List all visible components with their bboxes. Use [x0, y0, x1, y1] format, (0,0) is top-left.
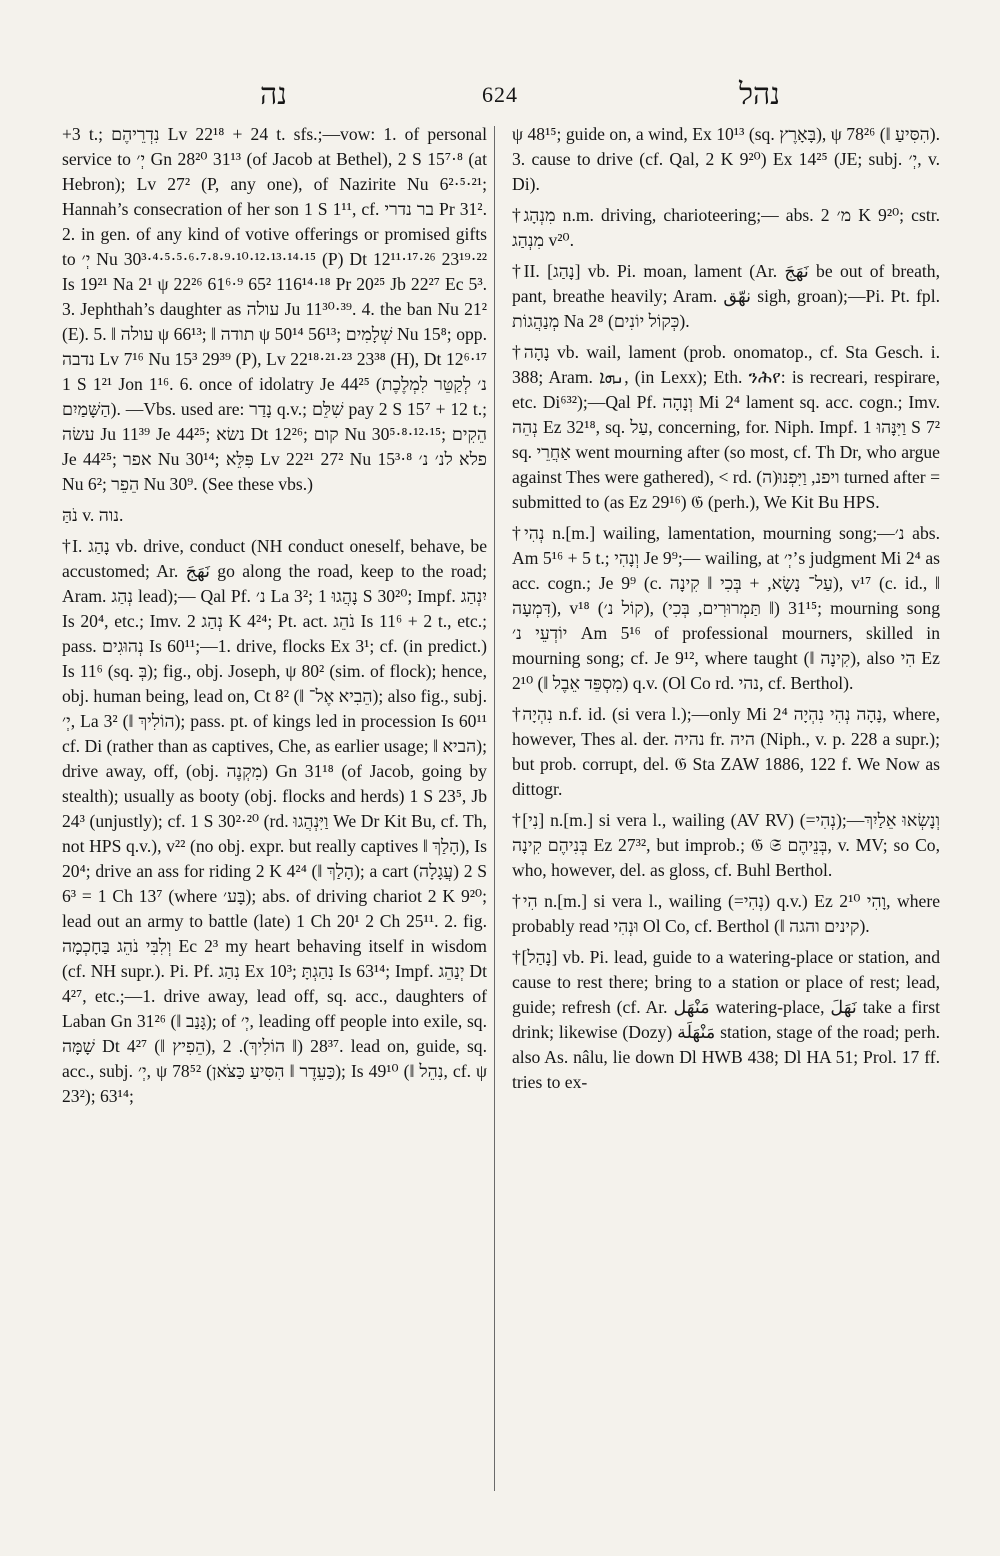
- entry-hi: †הִי n.[m.] si vera l., wailing (=נְהִי) q.v.) Ez 2¹⁰ וָהִי, where probably read וּנְהִי Ol Co, cf. Berthol (‖ קינים והגה).: [512, 891, 941, 936]
- entry-ni: †[נִי] n.[m.] si vera l., wailing (AV RV) (=נְהִי);—וְנָשְׂאוּ אֵלַיִךְ בְּנִיהֶם קִינָה Ez 27³², but improb.; 𝔊 𝔖 בְּנֵיהֶם, v. MV; so Co, who, however, del. as gloss, cf. Buhl Berthol.: [512, 810, 940, 880]
- entry-nihyah: †נִהְיָה n.f. id. (si vera l.);—only Mi 2⁴ נָהָה נְהִי נִהְיָה, where, however, Thes al. der. נהיה fr. היה (Niph., v. p. 228 a supr.); but prob. corrupt, del. 𝔊 Sta ZAW 1886, 122 f. We Now as dittogr.: [512, 704, 940, 799]
- entry-nehi: †נְהִי n.[m.] wailing, lamentation, mourning song;—נ׳ abs. Am 5¹⁶ + 5 t.; וְנָהִי Je 9⁹;— wailing, at יְ׳’s judgment Mi 2⁴ as acc. cogn.; Je 9⁹ (c. עַל־ נָשָׂא, + בְּכִי ‖ קִינָה), v¹⁷ (c. id., ‖ דִּמְעָה), v¹⁸ (קוֹל נ׳), 31¹⁵ (‖ תַּמְרוּרִים, בְּכִי); mourning song יוֹדְעֵי נ׳ Am 5¹⁶ of professional mourners, skilled in mourning song; cf. Je 9¹², where taught (‖ קִינָה), also הִי Ez 2¹⁰ (‖ מִסְפֵּד אֵבֶל) q.v. (Ol Co rd. נהי, cf. Berthol).: [512, 523, 941, 693]
- entry-neder-continued: +3 t.; נִדְרֵיהֶם Lv 22¹⁸ + 24 t. sfs.;—vow: 1. of personal service to יְ׳ Gn 28²⁰ 31¹³ (of Jacob at Bethel), 2 S 15⁷·⁸ (at Hebron); Lv 27² (P, any one), of Nazirite Nu 6²·⁵·²¹; Hannah’s consecration of her son 1 S 1¹¹, cf. בר נדרי Pr 31². 2. in gen. of any kind of votive offerings or promised gifts to יְ׳ Nu 30³·⁴·⁵·⁵·⁶·⁷·⁸·⁹·¹⁰·¹²·¹³·¹⁴·¹⁵ (P) Dt 12¹¹·¹⁷·²⁶ 23¹⁹·²² Is 19²¹ Na 2¹ ψ 22²⁶ 61⁶·⁹ 65² 116¹⁴·¹⁸ Pr 20²⁵ Jb 22²⁷ Ec 5³. 3. Jephthah’s daughter as עולה Ju 11³⁰·³⁹. 4. the ban Nu 21² (E). 5. ‖ עולה ψ 66¹³; ‖ תודה ψ 50¹⁴ 56¹³; שְׁלָמִים Nu 15⁸; opp. נדבה Lv 7¹⁶ Nu 15³ 29³⁹ (P), Lv 22¹⁸·²¹·²³ 23³⁸ (H), Dt 12⁶·¹⁷ 1 S 1²¹ Jon 1¹⁶. 6. once of idolatry Je 44²⁵ (נ׳ לְקַטֵּר לִמְלֶכֶת הַשָּׁמַיִם). —Vbs. used are: נָדַר q.v.; שִׁלֵּם pay 2 S 15⁷ + 12 t.; עשׂה Ju 11³⁹ Je 44²⁵; נשׂא Dt 12²⁶; קום Nu 30⁵·⁸·¹²·¹⁵; הֵקִים Je 44²⁵; אפר Nu 30¹⁴; פִּלֵּא Lv 22²¹ 27² Nu 15³·⁸ פלא לנ׳ נ׳ Nu 6²; הֵפֵר Nu 30⁹. (See these vbs.): [62, 124, 488, 494]
- page-number: 624: [482, 82, 518, 107]
- entry-nahah: †נָהָה vb. wail, lament (prob. onomatop., cf. Sta Gesch. i. 388; Aram. ܢܗܐ, (in Lexx); Eth. ንሕየ: is recreari, respirare, etc. Di⁶³²);—Qal Pf. וְנָהָה Mi 2⁴ lament sq. acc. cogn.; Imv. נְהֵה Ez 32¹⁸, sq. עַל, concerning, for. Niph. Impf. וַיִּנָּהוּ 1 S 7² sq. אַחֲרֵי went mourning after (so most, cf. Th Dr, who argue against Thes were gathered), < rd. (ה)ויפנ, וַיִּפְנוּ turned after = submitted to (as Ez 29¹⁶) 𝔊 (perh.), We Kit Bu HPS.: [512, 342, 941, 512]
- entry-nahal: †[נָהַל] vb. Pi. lead, guide to a watering-place or station, and cause to rest there; bring to a station or place of rest; lead, guide; refresh (cf. Ar. مَنْهَل watering-place, نَهَلَ take a first drink; likewise (Dozy) مَنْهَلَة station, stage of the road; perh. also As. nâlu, lie down Dl HWB 438; Dl HA 51; Prol. 17 ff. tries to ex-: [512, 947, 941, 1092]
- entry-nahag-i: †I. נָהַג vb. drive, conduct (NH conduct oneself, behave, be accustomed; Ar. نَهَجَ go along the road, keep to the road; Aram. נְהַג lead);— Qal Pf. נ׳ La 3²; נָהֲגוּ 1 S 30²⁰; Impf. יִנְהַג Is 20⁴, etc.; Imv. נְהַג 2 K 4²⁴; Pt. act. נֹהֵג Is 11⁶ + 2 t., etc.; pass. נְהוּגִים Is 60¹¹;—1. drive, flocks Ex 3¹; cf. (in predict.) Is 11⁶ (sq. בְּ); fig., obj. Joseph, ψ 80² (sim. of flock); hence, obj. human being, lead on, Ct 8² (‖ הֵבִיא אֶל־); also fig., subj. יְ׳, La 3² (‖ הוֹלִיךְ); pass. pt. of kings led in procession Is 60¹¹ cf. Di (rather than as captives, Che, as earlier usage; ‖ הביא); drive away, off, (obj. מִקְנֶה) Gn 31¹⁸ (of Jacob, going by stealth); usually as booty (obj. flocks and herds) 1 S 23⁵, Jb 24³ (unjustly); cf. 1 S 30²·²⁰ (rd. וַיִּנְהֲגוּ We Dr Kit Bu, cf. Th, not HPS q.v.), v²² (no obj. expr. but really captives ‖ הָלַךְ), Is 20⁴; drive an ass for riding 2 K 4²⁴ (‖ הָלַךְ); a cart (עֲגָלָה) 2 S 6³ = 1 Ch 13⁷ (where בָּע׳); abs. of driving chariot 2 K 9²⁰; lead out an army to battle (late) 1 Ch 20¹ 2 Ch 25¹¹. 2. fig. וְלִבִּי נֹהֵג בַּחָכְמָה Ec 2³ my heart behaving itself in wisdom (cf. NH supr.). Pi. Pf. נִהַג Ex 10³; נִהַגְתָּ Is 63¹⁴; Impf. יְנַהֵג Dt 4²⁷, etc.;—1. drive away, lead off, sq. acc., daughters of Laban Gn 31²⁶ (‖ גָּנַב); of יְ׳, leading off people into exile, sq. שָׁמָּה Dt 4²⁷ (‖ הֵפִיץ), 28³⁷ (‖ הוֹלִיךְ). 2. lead on, guide, sq. acc., subj. יְ׳, ψ 78⁵² (כַּעֵדֶר ‖ הִסִּיעַ כַּצֹּאן); Is 49¹⁰ (‖ נִהֵל, cf. ψ 23²); 63¹⁴;: [62, 536, 488, 1106]
- entry-minhag: †מִנְהָג n.m. driving, charioteering;— abs. מ׳ 2 K 9²⁰; cstr. מִנְהַג v²⁰.: [512, 205, 940, 250]
- page-header: [60, 78, 940, 118]
- running-head-right: נהל: [738, 78, 780, 111]
- right-column: [512, 122, 940, 1101]
- left-column: [62, 122, 487, 1115]
- column-divider: [494, 126, 495, 1491]
- running-head-left: נה: [260, 78, 288, 111]
- entry-nahag-ii: †II. [נָהַג] vb. Pi. moan, lament (Ar. نَهَجَ be out of breath, pant, breathe heavily; Aram. نهّق sigh, groan);—Pi. Pt. fpl. מְנַהֲגוֹת Na 2⁸ (כְּקוֹל יוֹנִים).: [512, 261, 940, 331]
- entry-nahag-continued: ψ 48¹⁵; guide on, a wind, Ex 10¹³ (sq. בָּאָרֶץ), ψ 78²⁶ (‖ הִסִּיעַ). 3. cause to drive (cf. Qal, 2 K 9²⁰) Ex 14²⁵ (JE; subj. יְ׳, v. Di).: [512, 124, 940, 194]
- entry-noah-crossref: נֹהַּ v. נוה.: [62, 505, 124, 525]
